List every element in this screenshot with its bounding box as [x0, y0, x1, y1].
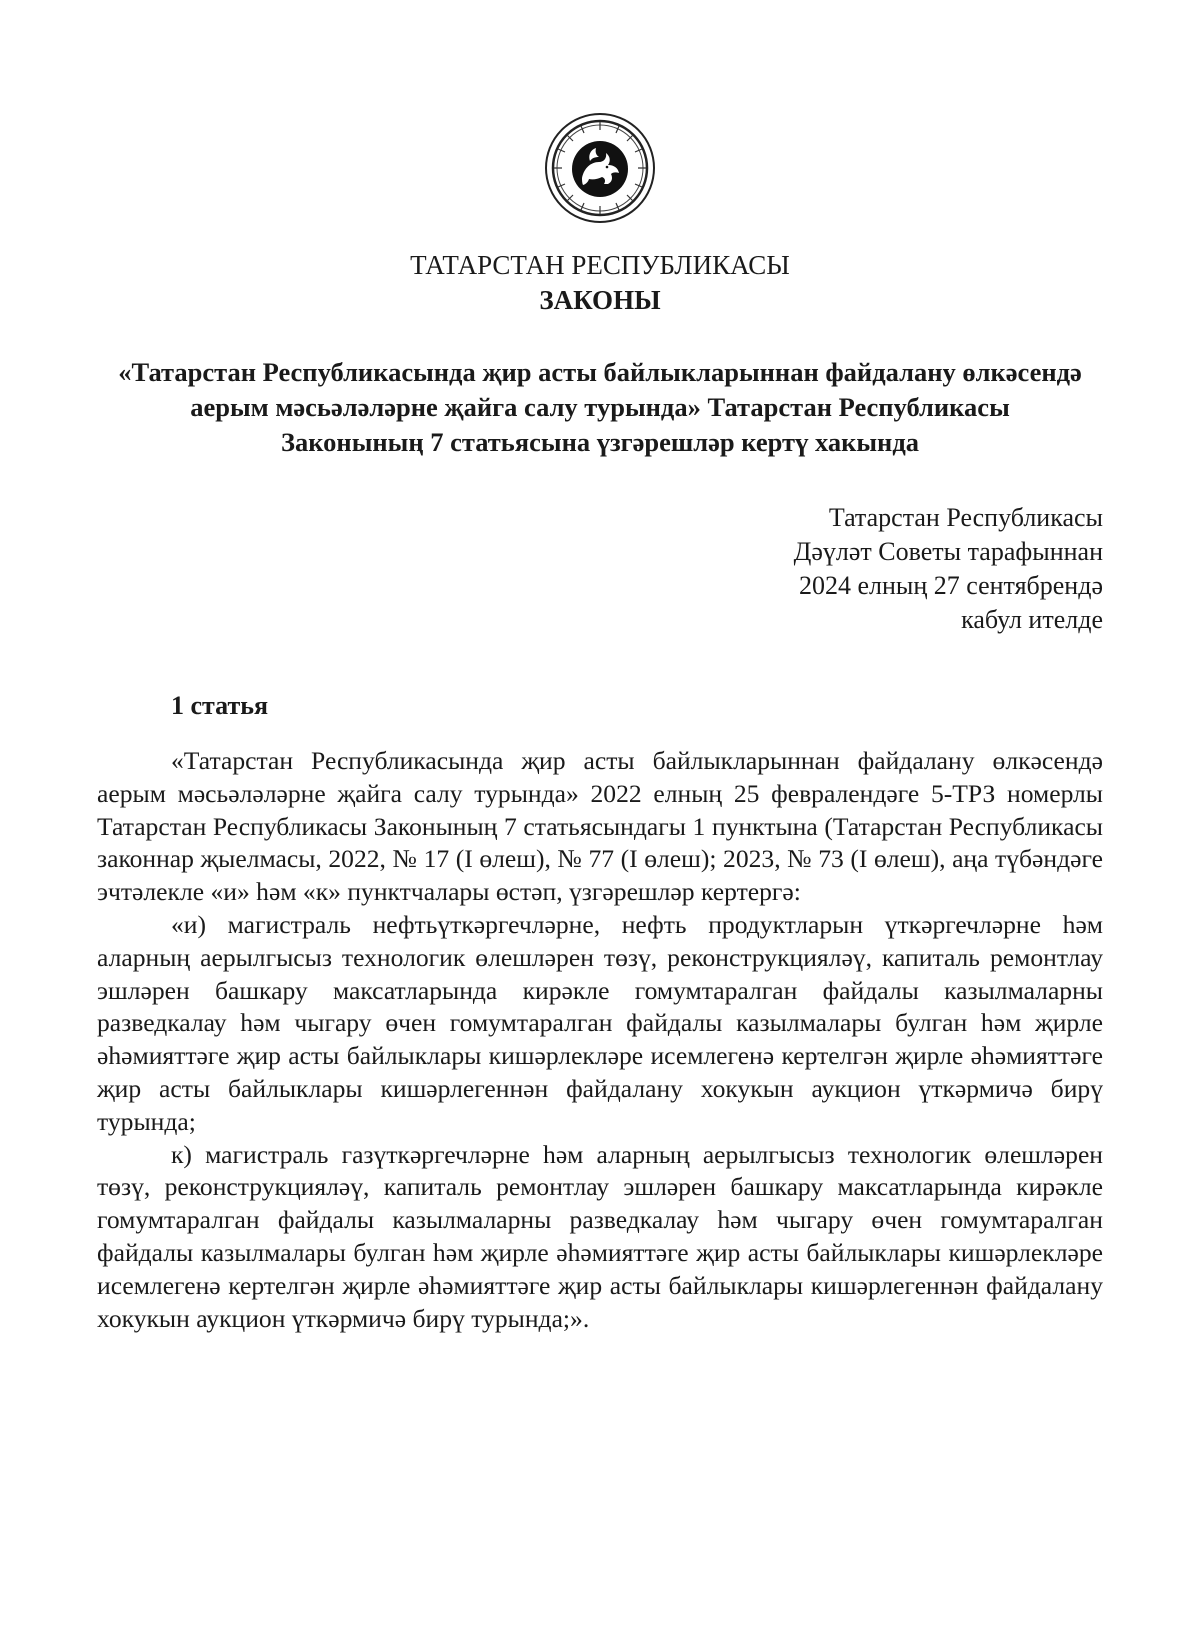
article-paragraph: «Татарстан Республикасында җир асты байлыкларыннан файдалану өлкәсендә аерым мәсьәләләрне җайга салу турында» 2022 елның 25 февралендәге 5-ТРЗ номерлы Татарстан Республикасы Законының 7 статьясындагы 1 пунктына (Татарстан Республикасы законнар җыелмасы, 2022, № 17 (I өлеш), № 77 (I өлеш); 2023, № 73 (I өлеш), аңа түбәндәге эчтәлекле «и» һәм «к» пунктчалары өстәп, үзгәрешләр кертергә: — [97, 746, 1103, 907]
article-body — [97, 745, 1103, 1335]
adoption-line: Дәүләт Советы тарафыннан — [793, 537, 1103, 566]
adoption-note — [794, 501, 1103, 637]
adoption-line: Татарстан Республикасы — [828, 503, 1103, 532]
article-paragraph: к) магистраль газүткәргечләрне һәм аларның аерылгысыз технологик өлешләрен төзү, реконструкцияләү, капиталь ремонтлау эшләрен башкару максатларында кирәкле гомумтаралган файдалы казылмаларны разведкалау һәм чыгару өчен гомумтаралган файдалы казылмалары булган һәм җирле әһәмияттәге җир асты байлыклары кишәрлекләре исемлегенә кертелгән җирле әһәмияттәге җир асты байлыклары кишәрлегеннән файдалану хокукын аукцион үткәрмичә бирү турында;». — [97, 1139, 1103, 1333]
law-title-line: аерым мәсьәләләрне җайга салу турында» Татарстан Республикасы — [190, 392, 1010, 422]
header-republic-name: ТАТАРСТАН РЕСПУБЛИКАСЫ — [410, 250, 790, 280]
law-title-line: Законының 7 статьясына үзгәрешләр кертү хакында — [281, 427, 919, 457]
law-title — [96, 355, 1104, 460]
tatarstan-emblem-icon — [544, 112, 656, 224]
header-law-label: ЗАКОНЫ — [539, 285, 661, 315]
article-heading: 1 статья — [171, 691, 269, 720]
article-paragraph: «и) магистраль нефтьүткәргечләрне, нефть продуктларын үткәргечләрне һәм аларның аерылгысыз технологик өлешләрен төзү, реконструкцияләү, капиталь ремонтлау эшләрен башкару максатларында кирәкле гомумтаралган файдалы казылмаларны разведкалау һәм чыгару өчен гомумтаралган файдалы казылмалары булган һәм җирле әһәмияттәге җир асты байлыклары кишәрлекләре исемлегенә кертелгән җирле әһәмияттәге җир асты байлыклары кишәрлегеннән файдалану хокукын аукцион үткәрмичә бирү турында; — [97, 909, 1103, 1136]
adoption-line: кабул ителде — [961, 605, 1103, 634]
law-title-line: «Татарстан Республикасында җир асты байлыкларыннан файдалану өлкәсендә — [118, 357, 1082, 387]
adoption-line: 2024 елның 27 сентябрендә — [798, 571, 1103, 600]
